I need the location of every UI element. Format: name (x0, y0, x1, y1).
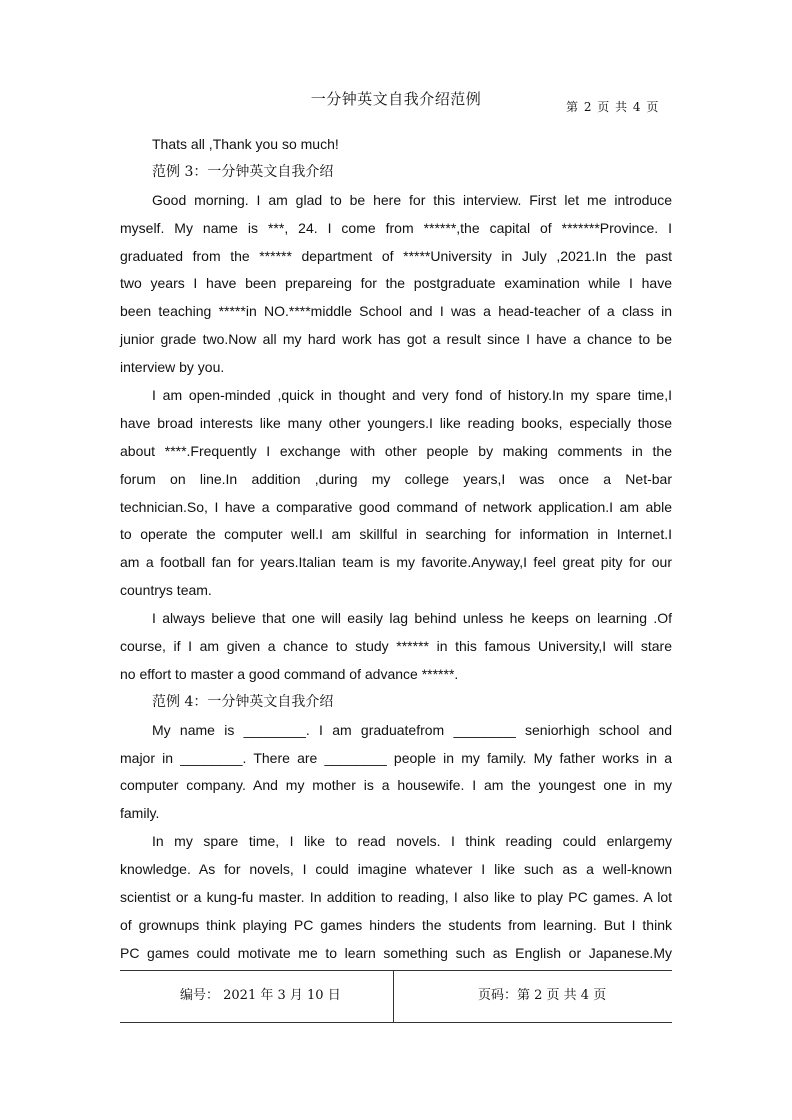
page-indicator: 第 2 页 共 4 页 (566, 100, 660, 114)
body-line-15: am a football fan for years.Italian team is my favorite.Anyway,I feel great pity for our (120, 554, 672, 571)
body-line-22: major in ________. There are ________ people in my family. My father works in a (120, 749, 672, 766)
body-line-25: In my spare time, I like to read novels. I think reading could enlargemy (152, 833, 672, 850)
body-line-26: knowledge. As for novels, I could imagine whatever I like such as a well-known (120, 861, 672, 878)
body-line-13: technician.So, I have a comparative good command of network application.I am able (120, 498, 672, 515)
body-line-10: have broad interests like many other youngers.I like reading books, especially those (120, 414, 672, 431)
body-line-14: to operate the computer well.I am skillful in searching for information in Internet.I (120, 526, 672, 543)
footer-serial-date: 编号： 2021 年 3 月 10 日 (180, 988, 341, 1003)
body-line-19: no effort to master a good command of advance ******. (120, 665, 459, 682)
body-line-4: graduated from the ****** department of *****University in July ,2021.In the past (120, 247, 672, 264)
body-line-3: myself. My name is ***, 24. I come from ******,the capital of *******Province. I (120, 219, 672, 236)
body-line-29: PC games could motivate me to learn something such as English or Japanese.My (120, 944, 672, 961)
footer-top-rule (120, 970, 672, 971)
page-header-title: 一分钟英文自我介绍范例 (310, 90, 482, 108)
body-line-2: Good morning. I am glad to be here for this interview. First let me introduce (152, 191, 672, 208)
body-line-17: I always believe that one will easily lag behind unless he keeps on learning .Of (152, 610, 672, 627)
body-line-8: interview by you. (120, 359, 225, 376)
body-line-11: about ****.Frequently I exchange with other people by making comments in the (120, 442, 672, 459)
body-line-7: junior grade two.Now all my hard work has got a result since I have a chance to be (120, 331, 672, 348)
body-line-6: been teaching *****in NO.****middle School and I was a head-teacher of a class in (120, 303, 672, 320)
footer-bottom-rule (120, 1022, 672, 1023)
body-line-9: I am open-minded ,quick in thought and very fond of history.In my spare time,I (152, 387, 672, 404)
body-line-5: two years I have been prepareing for the postgraduate examination while I have (120, 275, 672, 292)
body-line-0: Thats all ,Thank you so much! (152, 136, 339, 152)
footer-divider (393, 970, 394, 1022)
body-line-28: of grownups think playing PC games hinders the students from learning. But I think (120, 916, 672, 933)
body-line-27: scientist or a kung-fu master. In addition to reading, I also like to play PC games. A lot (120, 889, 672, 906)
body-line-16: countrys team. (120, 582, 212, 599)
body-line-21: My name is ________. I am graduatefrom ________ seniorhigh school and (152, 721, 672, 738)
body-line-18: course, if I am given a chance to study ****** in this famous University,I will stare (120, 638, 672, 655)
section-heading-example-4: 范例 4：一分钟英文自我介绍 (152, 693, 334, 710)
section-heading-example-3: 范例 3：一分钟英文自我介绍 (152, 163, 334, 180)
body-line-23: computer company. And my mother is a housewife. I am the youngest one in my (120, 777, 672, 794)
footer-page-number: 页码：第 2 页 共 4 页 (478, 988, 607, 1003)
body-line-12: forum on line.In addition ,during my college years,I was once a Net-bar (120, 470, 672, 487)
document-body (120, 131, 672, 968)
body-line-24: family. (120, 805, 160, 822)
